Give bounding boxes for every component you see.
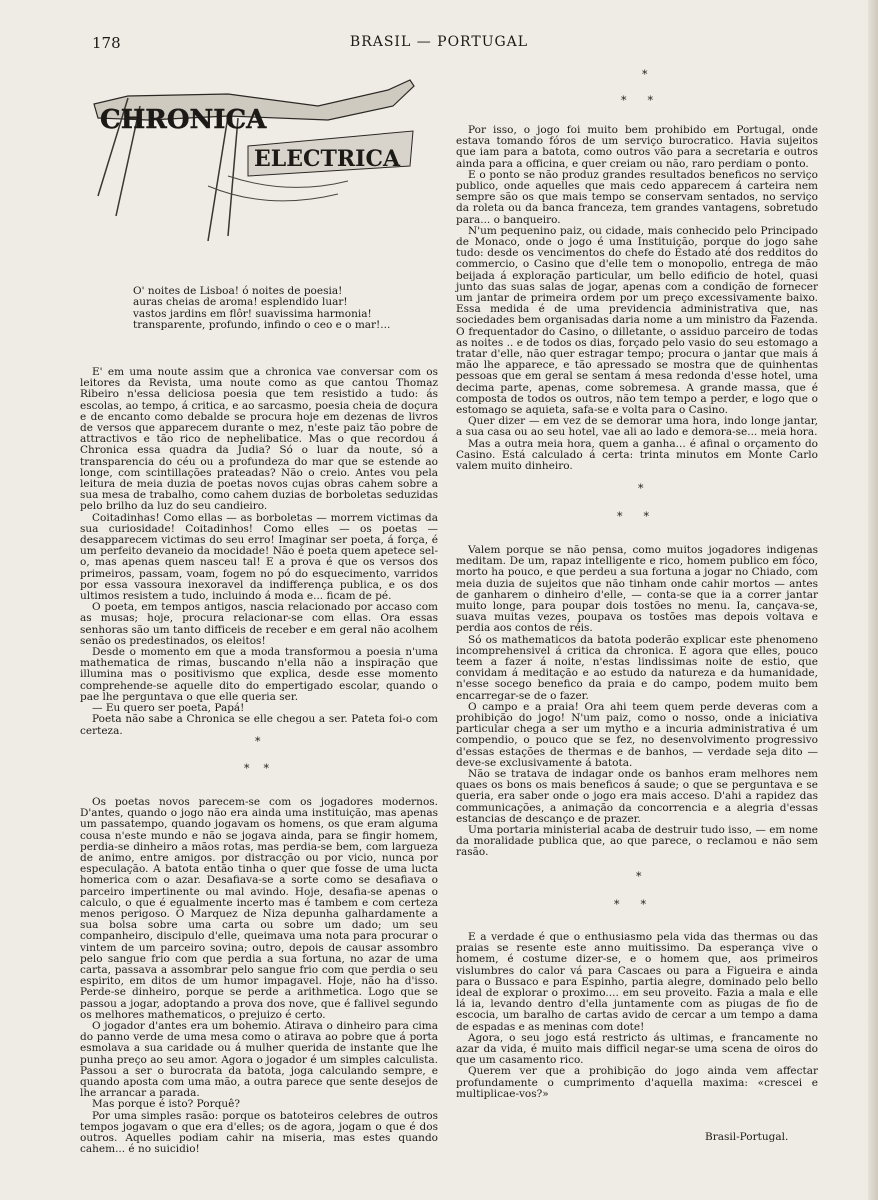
right-column-section-1 (456, 125, 818, 472)
page-number: 178 (92, 34, 121, 52)
section-divider-asterism: * * (244, 762, 269, 775)
paragraph: Valem porque se não pensa, como muitos jogadores indigenas meditam. De um, rapaz intelligente e rico, homem publico em fóco, morto ha pouco, e que perdeu a sua fortuna a jogar no Chiado, com meia duzia de sujeitos que não tinham onde cahir mortos — antes de ganharem o dinheiro d'elle, — conta-se que ia a correr jantar muito longe, para poupar dois tostões no menu. Ia, cançava-se, suava muitas vezes, poupava os tostões mas depois voltava e perdia aos contos de réis. (456, 544, 818, 635)
paragraph: Poeta não sabe a Chronica se elle chegou a ser. Pateta foi-o com certeza. (80, 713, 438, 737)
section-divider-asterism: * * (621, 94, 653, 107)
paragraph: O poeta, em tempos antigos, nascia relacionado por accaso com as musas; hoje, procura relacionar-se com ellas. Ora essas senhoras são um tanto difficeis de receber e em geral não acolhem senão os predestinados, os eleitos! (80, 601, 438, 647)
right-column-section-2 (456, 545, 818, 859)
right-column-section-3 (456, 932, 818, 1100)
paragraph: O campo e a praia! Ora ahi teem quem perde deveras com a prohibição do jogo! N'um paiz, como o nosso, onde a iniciativa particular chega a ser um mytho e a incuria administrativa é um compendio, o pouco que se fez, no desenvolvimento progressivo d'essas estações de thermas e de banhos, — verdade seja dito — deve-se exclusivamente á batota. (456, 700, 818, 769)
paragraph: Querem ver que a prohibição do jogo ainda vem affectar profundamente o cumprimento d'aquella maxima: «crescei e multiplicae-vos?» (456, 1065, 818, 1100)
section-divider-asterism: * * (617, 510, 649, 523)
paragraph: O jogador d'antes era um bohemio. Atirava o dinheiro para cima do panno verde de uma mesa como o atirava ao pobre que á porta esmolava a sua caridade ou á mulher querida de instante que lhe punha preço ao seu amor. Agora o jogador é um simples calculista. Passou a ser o burocrata da batota, joga calculando sempre, e quando aposta com uma mão, a outra parece que sente desejos de lhe arrancar a parada. (80, 1020, 438, 1100)
poem-line: vastos jardins em flôr! suavissima harmonia! (133, 307, 372, 320)
poem-line: auras cheias de aroma! esplendido luar! (133, 296, 348, 309)
paragraph: Uma portaria ministerial acaba de destruir tudo isso, — em nome da moralidade publica que, ao que parece, o reclamou e não sem rasão. (456, 824, 818, 859)
section-divider-asterism: * (255, 735, 261, 748)
section-divider-asterism: * * (614, 898, 646, 911)
paragraph: — Eu quero ser poeta, Papá! (92, 702, 245, 715)
paragraph: Desde o momento em que a moda transformou a poesia n'uma mathematica de rimas, buscando n'ella não a inspiração que illumina mas o positivismo que explica, desde esse momento comprehende-se aquelle dito do empertigado escolar, quando o pae lhe perguntava o que elle queria ser. (80, 646, 438, 703)
paragraph: E' em uma noute assim que a chronica vae conversar com os leitores da Revista, uma noute como as que cantou Thomaz Ribeiro n'essa deliciosa poesia que tem resistido a tudo: ás escolas, ao tempo, á critica, e ao sarcasmo, poesia cheia de doçura e de encanto como debalde se procura hoje em dezenas de livros de versos que apparecem durante o mez, n'este paiz tão pobre de attractivos e tão rico de nephelibatice. Mas o que recordou á Chronica essa quadra da Judia? Só o luar da noute, só a transparencia do céu ou a profundeza do mar que se estende ao longe, com scintillações prateadas? Não o creio. Antes vou pela leitura de meia duzia de poetas novos cujas obras cahem sobre a sua mesa de trabalho, como cahem duzias de borboletas seduzidas pelo brilho da luz do seu candieiro. (80, 366, 438, 513)
signature: Brasil-Portugal. (705, 1131, 789, 1143)
banner-word-chronica: CHRONICA (100, 105, 267, 135)
section-divider-asterism: * (642, 68, 648, 81)
paragraph: Não se tratava de indagar onde os banhos eram melhores nem quaes os bons os mais beneficos á saude; o que se perguntava e se queria, era saber onde o jogo era mais acceso. D'ahi a rapidez das communicações, a animação da concorrencia e a alegria d'essas estancias de descanço e de prazer. (456, 768, 818, 825)
paragraph: Por isso, o jogo foi muito bem prohibido em Portugal, onde estava tomando fóros de um serviço burocratico. Havia sujeitos que iam para a batota, como outros vão para a secretaria e outros ainda para a officina, e quer creiam ou não, raro perdiam o ponto. (456, 124, 818, 170)
page-edge (868, 0, 878, 1200)
poem-line: O' noites de Lisboa! ó noites de poesia! (133, 285, 343, 297)
paragraph: Os poetas novos parecem-se com os jogadores modernos. D'antes, quando o jogo não era ainda uma instituição, mas apenas um passatempo, quando jogavam os homens, os que eram alguma cousa n'este mundo e não se jogava ainda, para se fingir homem, perdia-se dinheiro a mãos rotas, mas perdia-se bem, com largueza de animo, entre amigos. por distracção ou por vicio, nunca por especulação. A batota então tinha o quer que fosse de uma lucta homerica com o azar. Desafiava-se a sorte como se desafiava o parceiro impertinente ou mal avindo. Hoje, desafia-se apenas o calculo, o que é egualmente incerto mas é tambem e com certeza menos perigoso. O Marquez de Niza depunha galhardamente a sua bolsa sobre uma carta ou sobre um dado; um seu companheiro, discipulo d'elle, queimava uma nota para procurar o vintem de um parceiro sovina; outro, depois de causar assombro pelo sangue frio com que perdia a sua fortuna, no azar de uma carta, passava a assombrar pelo sangue frio com que perdia o seu espirito, em ditos de um humor impagavel. Hoje, não ha d'isso. Perde-se dinheiro, porque se perde a arithmetica. Logo que se passou a jogar, adoptando a prova dos nove, que é fallivel segundo os melhores mathematicos, o prejuizo é certo. (80, 796, 438, 1021)
section-divider-asterism: * (638, 482, 644, 495)
paragraph: N'um pequenino paiz, ou cidade, mais conhecido pelo Principado de Monaco, onde o jogo é uma Instituição, porque do jogo sahe tudo: desde os vencimentos do chefe do Estado até dos redditos do commercio, o Casino que d'elle tem o monopolio, entrega de mão beijada á exploração particular, um bello edificio de hotel, quasi junto das suas salas de jogar, apenas com a condição de fornecer um jantar de primeira ordem por um preço excessivamente baixo. Essa medida é de uma previdencia administrativa que, nas sociedades bem organisadas daria nome a um ministro da Fazenda. O frequentador do Casino, o dilletante, o assiduo parceiro de todas as noites .. e de todos os dias, forçado pelo vasio do seu estomago a tratar d'elle, não quer estragar tempo; procura o jantar que mais á mão lhe apparece, e tão apressado se mostra que de quinhentas pessoas que em geral se sentam á mesa redonda d'esse hotel, uma decima parte, apenas, come sobremesa. A grande massa, que é composta de todos os outros, não tem tempo a perder, e logo que o estomago se aquieta, safa-se e volta para o Casino. (456, 224, 818, 417)
chronica-electrica-banner (88, 76, 418, 246)
paragraph: Quer dizer — em vez de se demorar uma hora, indo longe jantar, a sua casa ou ao seu hotel, vae ali ao lado e demora-se... meia hora. (456, 415, 818, 439)
paragraph: Por uma simples rasão: porque os batoteiros celebres de outros tempos jogavam o que era d'elles; os de agora, jogam o que é dos outros. Aquelles podiam cahir na miseria, mas estes quando cahem... é no suicidio! (80, 1109, 438, 1156)
left-column-section-2 (80, 797, 438, 1156)
banner-word-electrica: ELECTRICA (254, 146, 401, 172)
paragraph: Mas a outra meia hora, quem a ganha... é afinal o orçamento do Casino. Está calculado á certa: trinta minutos em Monte Carlo valem muito dinheiro. (456, 437, 818, 473)
paragraph: Coitadinhas! Como ellas — as borboletas — morrem victimas da sua curiosidade! Coitadinhos! Como elles — os poetas — desapparecem victimas do seu erro! Imaginar ser poeta, á força, é um perfeito devaneio da mocidade! Não é poeta quem apetece sel-o, mas apenas quem nasceu tal! E a prova é que os versos dos primeiros, passam, voam, fogem no pó do esquecimento, varridos por essa vassoura inexoravel da indifferença publica, e os dos ultimos resistem a tudo, incluindo á moda e... ficam de pé. (80, 511, 438, 603)
poem-line: transparente, profundo, infindo o ceo e o mar!... (133, 319, 391, 332)
left-column-section-1 (80, 367, 438, 737)
paragraph: E a verdade é que o enthusiasmo pela vida das thermas ou das praias se resente este anno muitissimo. Da esperança vive o homem, é costume dizer-se, e o homem que, aos primeiros vislumbres do calor vá para Cascaes ou para a Figueira e ainda para o Bussaco e para Espinho, partia alegre, dominado pelo bello ideal de explorar o proximo.... em seu proveito. Fazia a mala e elle lá ia, levando dentro d'ella juntamente com as piugas de fio de escocia, um baralho de cartas avido de cercar a um tempo a dama de espadas e as meninas com dote! (456, 931, 818, 1033)
paragraph: Mas porque é isto? Porquê? (92, 1098, 240, 1111)
section-divider-asterism: * (636, 870, 642, 883)
page-header-title: BRASIL — PORTUGAL (349, 34, 529, 50)
paragraph: Agora, o seu jogo está restricto ás ultimas, e francamente no azar da vida, é muito mais difficil negar-se uma scena de oiros do que um casamento rico. (456, 1031, 818, 1067)
paragraph: Só os mathematicos da batota poderão explicar este phenomeno incomprehensivel á critica da chronica. E agora que elles, pouco teem a fazer á noite, n'estas lindissimas noite de estio, que convidam á meditação e ao estudo da natureza e da humanidade, n'esse socego benefico da praia e do campo, podem muito bem encarregar-se de o fazer. (456, 633, 818, 702)
poem (133, 286, 433, 332)
paragraph: E o ponto se não produz grandes resultados beneficos no serviço publico, onde aquelles que mais cedo apparecem á carteira nem sempre são os que mais tempo se conservam sentados, no serviço da roleta ou da banca franceza, tem grandes vantagens, sobretudo para... o banqueiro. (456, 168, 818, 226)
